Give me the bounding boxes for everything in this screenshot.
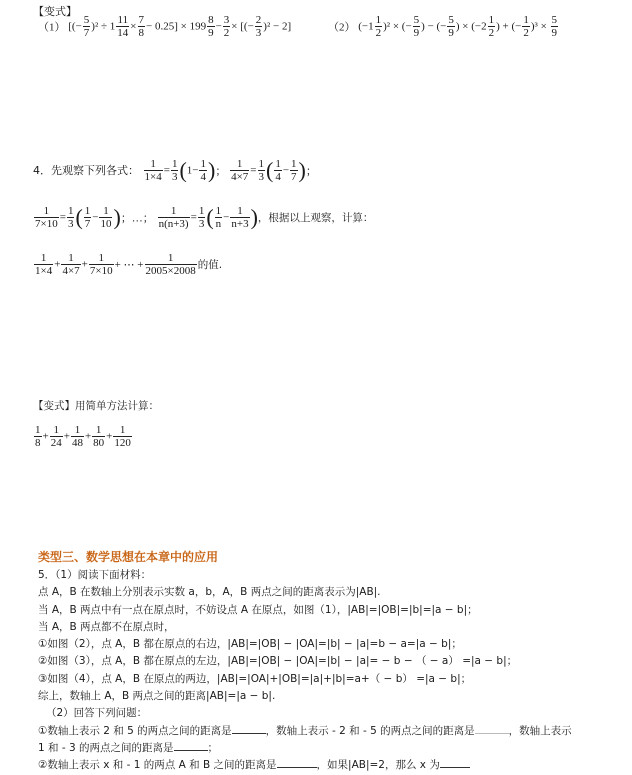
question-b-text: ②数轴上表示 x 和 - 1 的两点 A 和 B 之间的距离是 [38, 759, 277, 772]
equals: = [163, 164, 170, 177]
type3-line: 点 A，B 在数轴上分别表示实数 a，b，A，B 两点之间的距离表示为|AB|. [38, 586, 381, 599]
denominator: 2 [223, 27, 230, 40]
numerator: 1 [50, 424, 63, 437]
problem-2 [328, 14, 559, 39]
denominator: 2 [488, 27, 495, 40]
expr-text: ) + (− [496, 20, 522, 33]
numerator: 1 [84, 205, 91, 217]
answer-blank[interactable] [232, 733, 266, 734]
numerator: 1 [171, 158, 178, 170]
numerator: 1 [35, 424, 41, 436]
numerator: 7 [138, 14, 144, 26]
expr-text: 1− [186, 164, 199, 177]
denominator: 2 [375, 27, 382, 40]
denominator: 4 [200, 171, 206, 184]
type3-line: 当 A，B 两点中有一点在原点时，不妨设点 A 在原点，如图（1），|AB|=|OB|=|b|=|a − b|； [38, 603, 478, 616]
q4-intro: 4．先观察下列各式： [33, 164, 139, 178]
expr-text: )² × (− [383, 20, 412, 33]
fraction [138, 14, 146, 39]
expr-text: − 0.25] × 199 [146, 20, 207, 33]
denominator: 7×10 [35, 218, 58, 231]
denominator: 4×7 [62, 265, 80, 278]
denominator: 14 [117, 27, 129, 40]
type3-body [38, 567, 572, 775]
fraction [223, 14, 231, 39]
type3-line: 综上，数轴上 A，B 两点之间的距离|AB|=|a − b|. [38, 690, 276, 703]
numerator: 11 [117, 14, 129, 26]
q4-value-of: 的值. [197, 259, 223, 272]
numerator: 5 [551, 14, 558, 26]
denominator: 3 [198, 218, 205, 231]
denominator: 9 [208, 27, 214, 40]
expr-text: ) − (− [421, 20, 447, 33]
question-a-line-1 [38, 723, 572, 740]
fraction [413, 14, 421, 39]
plus: + [42, 430, 49, 443]
denominator: 9 [413, 27, 420, 40]
type3-line: ③如图（4），点 A，B 在原点的两边，|AB|=|OA|+|OB|=|a|+|b|=a+（ − b） =|a − b|； [38, 672, 472, 685]
numerator: 1 [145, 252, 197, 265]
question-a-line-2 [38, 740, 572, 757]
denominator: 10 [100, 218, 112, 231]
denominator: 7 [83, 27, 90, 40]
numerator: 1 [230, 158, 249, 171]
numerator: 1 [488, 14, 495, 26]
numerator: 3 [223, 14, 230, 26]
numerator: 1 [275, 158, 281, 170]
plus: + [84, 430, 92, 443]
numerator: 2 [255, 14, 262, 26]
fraction [116, 14, 129, 39]
problem-1-label: （1） [38, 21, 66, 34]
expr-text: × [130, 20, 137, 33]
expr-text: ) × (−2 [455, 20, 487, 33]
question-b-text: ，如果|AB|=2，那么 x 为 [316, 759, 440, 772]
numerator: 1 [92, 424, 105, 437]
denominator: 3 [171, 171, 178, 184]
denominator: 7 [84, 218, 91, 231]
numerator: 1 [230, 205, 249, 218]
fraction [375, 14, 383, 39]
problem-1 [38, 14, 291, 39]
variant-2-title: 【变式】用简单方法计算： [33, 400, 159, 412]
expr-text: )³ × [530, 20, 550, 33]
fraction [255, 14, 263, 39]
numerator: 1 [215, 205, 222, 217]
numerator: 1 [61, 252, 80, 265]
fraction [488, 14, 496, 39]
denominator: n(n+3) [158, 218, 189, 231]
fraction [447, 14, 455, 39]
question-a-text: ①数轴上表示 2 和 5 的两点之间的距离是 [38, 724, 232, 737]
fraction [207, 14, 215, 39]
numerator: 1 [200, 158, 206, 170]
expr-text: × [(− [231, 20, 254, 33]
numerator: 1 [67, 205, 74, 217]
denominator: 3 [258, 171, 264, 184]
q4-line-2: $\frac{1}{7\times 10}$ = $\frac{1}{3}$ ( $\frac{1}{7}$ − $\frac{1}{10}$ )；…； $\frac{1}{n(n+3)}$ = $\frac{1}{3}$ ( $\frac{1}{n}$ − $\frac{1}{n+3}$ )，根据以上观察，计算： [35, 204, 374, 231]
ellipsis: ；…； [120, 212, 154, 225]
denominator: 4×7 [231, 171, 249, 184]
plus: + [63, 430, 70, 443]
numerator: 1 [89, 252, 114, 265]
denominator: n+3 [231, 218, 249, 231]
numerator: 1 [291, 158, 297, 170]
ellipsis-plus: + ⋯ + [114, 259, 144, 272]
numerator: 8 [208, 14, 214, 26]
equals: = [59, 211, 66, 224]
answer-blank[interactable] [440, 767, 470, 768]
denominator: 2005×2008 [145, 265, 196, 278]
numerator: 1 [375, 14, 382, 26]
fraction [522, 14, 530, 39]
denominator: 4 [275, 171, 281, 184]
answer-blank[interactable] [475, 733, 509, 734]
numerator: 1 [113, 424, 132, 437]
denominator: 7×10 [89, 265, 113, 278]
numerator: 1 [144, 158, 163, 171]
numerator: 1 [71, 424, 84, 437]
fraction [83, 14, 91, 39]
numerator: 1 [34, 205, 59, 218]
problem-2-label: （2） [328, 21, 356, 34]
denominator: 2 [523, 27, 529, 40]
numerator: 1 [523, 14, 529, 26]
denominator: 1×4 [144, 171, 162, 184]
numerator: 1 [258, 158, 264, 170]
denominator: 80 [93, 437, 105, 450]
type3-line: ①如图（2），点 A，B 都在原点的右边，|AB|=|OB| − |OA|=|b| − |a|=b − a=|a − b|； [38, 638, 462, 651]
numerator: 1 [158, 205, 190, 218]
denominator: 9 [551, 27, 558, 40]
expr-text: (−1 [358, 20, 374, 33]
type3-heading: 类型三、数学思想在本章中的应用 [38, 550, 219, 564]
fraction [551, 14, 559, 39]
denominator: 48 [71, 437, 83, 450]
q4-line-1: 4．先观察下列各式： $\frac{1}{1\times 4}$ = $\frac{1}{3}$ (1− $\frac{1}{4}$ )； $\frac{1}{4\times 7}$ = $\frac{1}{3}$ ( $\frac{1}{4}$ − $\frac{1}{7}$ )； [33, 157, 317, 184]
plus: + [106, 430, 113, 443]
q4-line-3 [33, 252, 222, 277]
separator: ； [215, 165, 227, 178]
denominator: 120 [114, 437, 131, 450]
separator: ； [305, 165, 317, 178]
denominator: 8 [35, 437, 41, 450]
question-a-text: ； [207, 741, 218, 754]
denominator: 3 [67, 218, 74, 231]
denominator: 24 [50, 437, 62, 450]
numerator: 5 [448, 14, 454, 26]
variant-label-top: 【变式】 [33, 5, 77, 18]
denominator: 7 [291, 171, 297, 184]
equals: = [250, 164, 257, 177]
expr-text: [(− [68, 20, 82, 33]
denominator: 9 [448, 27, 454, 40]
denominator: 1×4 [35, 265, 53, 278]
plus: + [54, 258, 61, 271]
type3-line: （2）回答下列问题： [46, 707, 148, 720]
expr-text: − [215, 20, 222, 33]
question-a-text: ，数轴上表示 [508, 724, 572, 737]
expr-text: )² − 2] [263, 20, 292, 33]
equals: = [190, 211, 197, 224]
numerator: 1 [198, 205, 205, 217]
numerator: 1 [99, 205, 112, 218]
type3-line: ②如图（3），点 A，B 都在原点的左边，|AB|=|OB| − |OA|=|b| − |a|= − b − （ − a） =|a − b|； [38, 655, 518, 668]
type3-line: 当 A，B 两点都不在原点时， [38, 620, 175, 633]
type3-line: 5．（1）阅读下面材料： [38, 569, 152, 581]
question-a-text: 1 和 - 3 的两点之间的距离是 [38, 741, 174, 754]
q4-observe-text: ，根据以上观察，计算： [257, 212, 374, 225]
expr-text: )² ÷ 1 [91, 20, 116, 33]
numerator: 5 [413, 14, 420, 26]
numerator: 1 [34, 252, 53, 265]
question-a-text: ，数轴上表示 - 2 和 - 5 的两点之间的距离是 [265, 724, 475, 737]
denominator: 3 [255, 27, 262, 40]
denominator: 8 [138, 27, 144, 40]
answer-blank[interactable] [277, 767, 317, 768]
denominator: n [215, 218, 222, 231]
variant-2-expression [33, 424, 133, 449]
answer-blank[interactable] [174, 750, 208, 751]
numerator: 5 [83, 14, 90, 26]
plus: + [81, 258, 88, 271]
